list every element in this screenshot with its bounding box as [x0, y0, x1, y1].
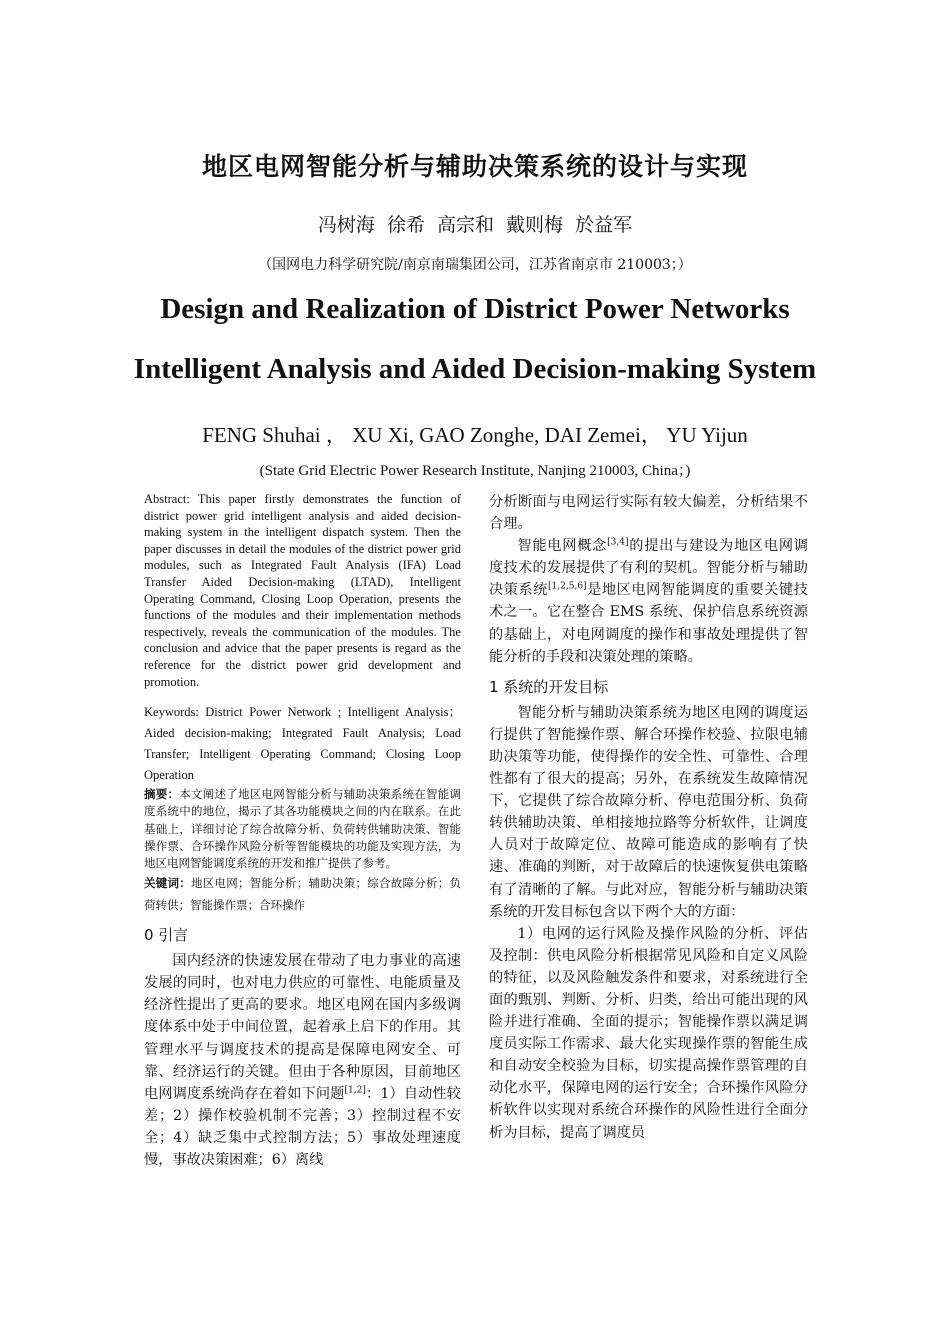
paper-title-chinese: 地区电网智能分析与辅助决策系统的设计与实现 [201, 152, 748, 181]
citation-ref: [3,4] [607, 537, 629, 548]
right-column [489, 491, 808, 1144]
paper-title-english-line1: Design and Realization of District Power Networks [160, 293, 790, 325]
intro-p1-text-b: ：1）自动性较差；2）操作校验机制不完善；3）控制过程不安全；4）缺乏集中式控制方法；5）事故处理速度慢，事故决策困难；6）离线 [144, 1085, 461, 1168]
section-heading-goals: 1 系统的开发目标 [489, 677, 609, 696]
abstract-chinese-label: 摘要： [144, 787, 180, 802]
intro-paragraph-1 [144, 950, 461, 1171]
intro-p2-text-a: 智能电网概念 [517, 538, 608, 555]
intro-paragraph-1-continued: 分析断面与电网运行实际有较大偏差，分析结果不合理。 [489, 494, 808, 533]
left-column [144, 491, 461, 1171]
affiliation-english: (State Grid Electric Power Research Institute, Nanjing 210003, China；) [259, 463, 691, 479]
citation-ref: [1,2] [344, 1084, 366, 1095]
intro-paragraph-2 [489, 535, 808, 668]
abstract-chinese-text: 本文阐述了地区电网智能分析与辅助决策系统在智能调度系统中的地位，揭示了其各功能模块之间的内在联系。在此基础上，详细讨论了综合故障分析、负荷转供辅助决策、智能操作票、合环操作风险分析等智能模块的功能及实现方法，为地区电网智能调度系统的开发和推广提供了参考。 [144, 787, 461, 870]
citation-ref: [1,2,5,6] [548, 581, 587, 592]
intro-p1-text-a: 国内经济的快速发展在带动了电力事业的高速发展的同时，也对电力供应的可靠性、电能质量及经济性提出了更高的要求。地区电网在国内多级调度体系中处于中间位置，起着承上启下的作用。其管理水平与调度技术的提高是保障电网安全、可靠、经济运行的关键。但由于各种原因，目前地区电网调度系统尚存在着如下问题 [144, 953, 461, 1102]
section1-paragraph-1: 智能分析与辅助决策系统为地区电网的调度运行提供了智能操作票、解合环操作校验、拉限电辅助决策等功能，使得操作的安全性、可靠性、合理性都有了很大的提高；另外，在系统发生故障情况下，它提供了综合故障分析、停电范围分析、负荷转供辅助决策、单相接地拉路等分析软件，让调度人员对于故障定位、故障可能造成的影响有了快速、准确的判断，对于故障后的快速恢复供电策略有了清晰的了解。与此对应，智能分析与辅助决策系统的开发目标包含以下两个大的方面： [489, 704, 808, 920]
authors-english: FENG Shuhai ， XU Xi, GAO Zonghe, DAI Zemei， YU Yijun [202, 423, 748, 447]
affiliation-chinese: （国网电力科学研究院/南京南瑞集团公司，江苏省南京市 210003；） [258, 257, 692, 273]
intro-p2-text-c: 是地区电网智能调度的重要关键技术之一。它在整合 EMS 系统、保护信息系统资源的基础上，对电网调度的操作和事故处理提供了智能分析的手段和决策处理的策略。 [489, 582, 808, 665]
section1-paragraph-2: 1）电网的运行风险及操作风险的分析、评估及控制：供电风险分析根据常见风险和自定义风险的特征，以及风险触发条件和要求，对系统进行全面的甄别、判断、分析、归类，给出可能出现的风险并进行准确、全面的提示；智能操作票以满足调度员实际工作需求、最大化实现操作票的智能生成和自动安全校验为目标，切实提高操作票管理的自动化水平，保障电网的运行安全；合环操作风险分析软件以实现对系统合环操作的风险性进行全面分析为目标，提高了调度员 [489, 925, 808, 1141]
paper-title-english-line2: Intelligent Analysis and Aided Decision-making System [133, 353, 817, 385]
abstract-english: Abstract: This paper firstly demonstrates the function of district power grid intelligent analysis and aided decision-making system in the intelligent dispatch system. Then the paper discusses in detail the modules of the district power grid modules, such as Integrated Fault Analysis (IFA) Load Transfer Aided Decision-making (LTAD), Intelligent Operating Command, Closing Loop Operation, presents the functions of the modules and their implementation methods respectively, reveals the communication of the modules. The conclusion and advice that the paper presents is regard as the reference for the district power grid development and promotion. [144, 492, 461, 689]
keywords-chinese [144, 872, 461, 916]
section-heading-introduction: 0 引言 [144, 926, 189, 945]
keywords-chinese-label: 关键词： [144, 876, 191, 891]
abstract-chinese [144, 786, 461, 872]
keywords-chinese-text: 地区电网；智能分析；辅助决策；综合故障分析；负荷转供；智能操作票；合环操作 [144, 876, 461, 913]
keywords-english: Keywords: District Power Network ; Intelligent Analysis；Aided decision-making; Integrated Fault Analysis; Load Transfer; Intelligent Operating Command; Closing Loop Operation [144, 705, 461, 783]
intro-p2-text-b: 的提出与建设为地区电网调度技术的发展提供了有利的契机。智能分析与辅助决策系统 [489, 538, 808, 599]
authors-chinese: 冯树海 徐希 高宗和 戴则梅 於益军 [317, 214, 633, 236]
